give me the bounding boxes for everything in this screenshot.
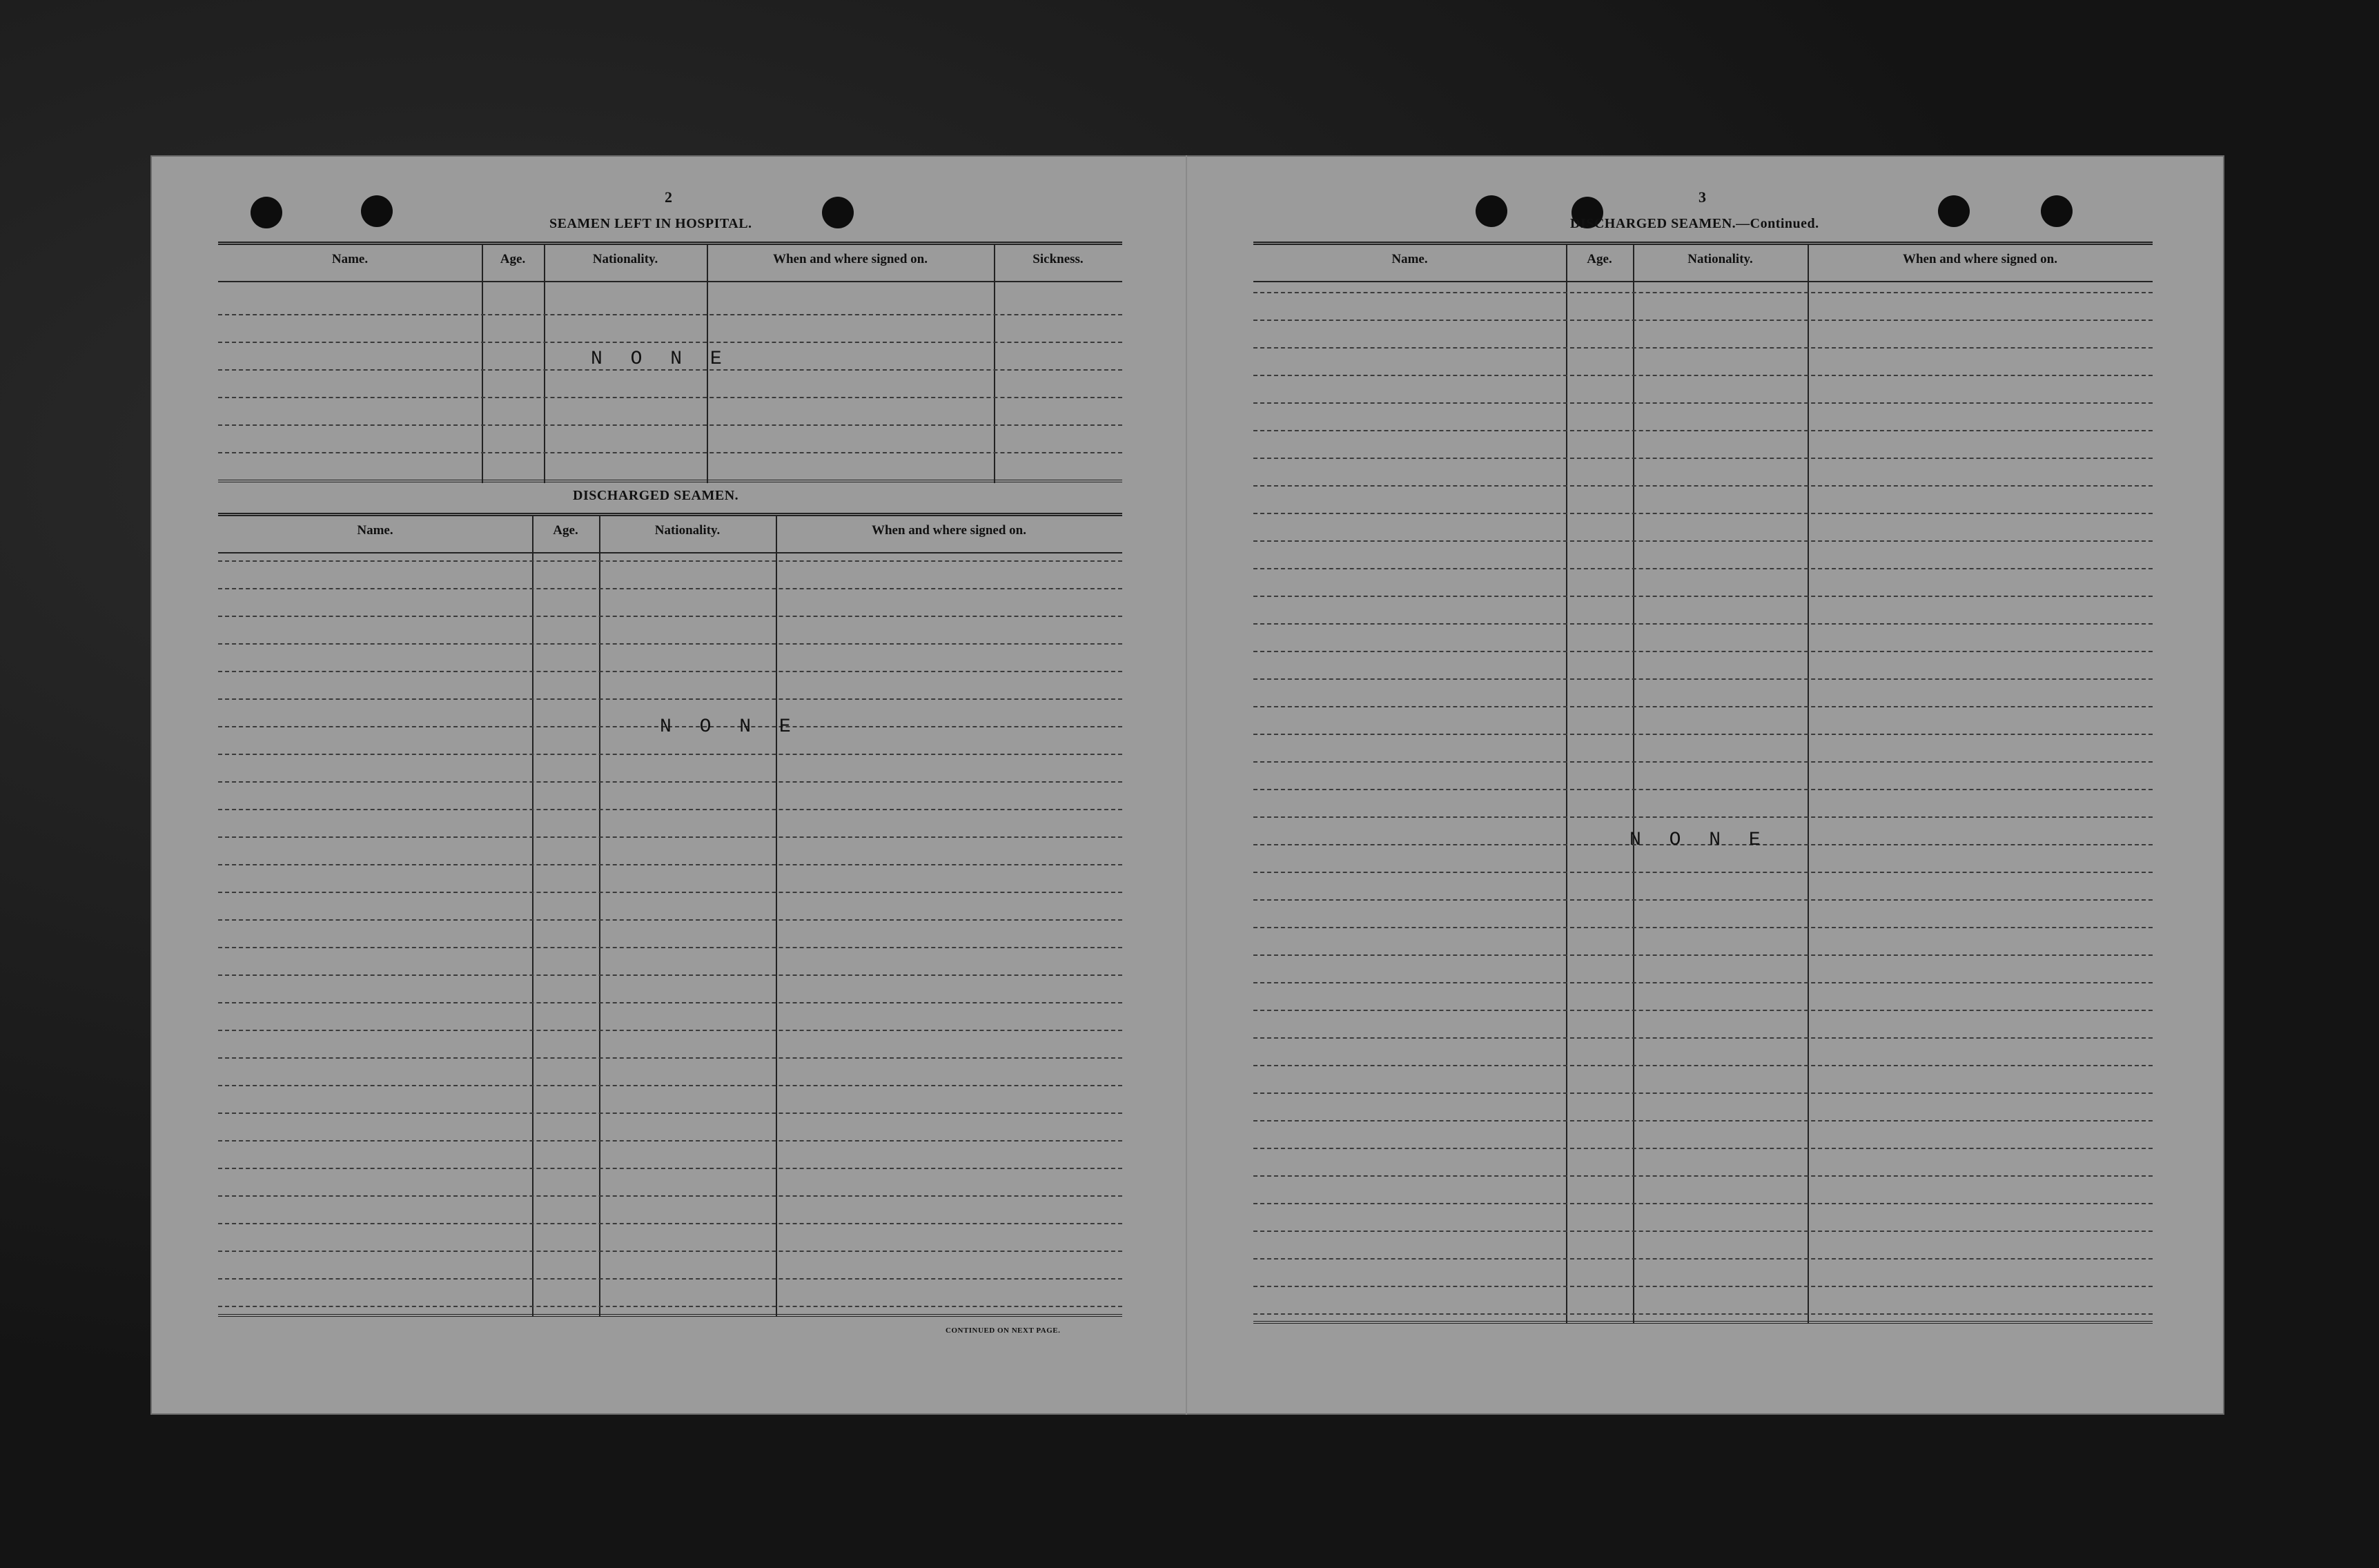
right-page — [1186, 155, 2224, 1415]
row-line — [1253, 430, 2153, 431]
row-line — [1253, 513, 2153, 514]
row-line — [218, 836, 1122, 838]
column-header-nationality: Nationality. — [592, 252, 658, 266]
discharged-table — [218, 513, 1122, 1317]
discharged-continued-table — [1253, 242, 2153, 1324]
row-line — [218, 974, 1122, 976]
column-divider — [482, 245, 483, 483]
row-line — [218, 616, 1122, 617]
row-line — [1253, 1065, 2153, 1066]
row-line — [1253, 1231, 2153, 1232]
row-line — [218, 1113, 1122, 1114]
row-line — [1253, 1037, 2153, 1039]
column-divider — [776, 516, 777, 1317]
column-header-age: Age. — [553, 523, 578, 538]
hospital-section-title: SEAMEN LEFT IN HOSPITAL. — [549, 216, 752, 231]
row-line — [218, 864, 1122, 865]
row-line — [1253, 1092, 2153, 1094]
row-line — [218, 1278, 1122, 1280]
column-header-signed-on: When and where signed on. — [772, 252, 928, 266]
column-header-age: Age. — [1587, 252, 1612, 266]
column-header-nationality: Nationality. — [1687, 252, 1753, 266]
row-line — [1253, 375, 2153, 376]
row-line — [1253, 485, 2153, 487]
row-line — [1253, 623, 2153, 625]
column-divider — [1633, 245, 1634, 1324]
column-header-name: Name. — [331, 252, 369, 266]
row-line — [1253, 1148, 2153, 1149]
row-line — [218, 1223, 1122, 1224]
row-line — [1253, 568, 2153, 569]
row-line — [1253, 596, 2153, 597]
row-line — [1253, 458, 2153, 459]
row-line — [218, 698, 1122, 700]
row-line — [218, 588, 1122, 589]
table-header — [218, 245, 1122, 282]
column-divider — [1808, 245, 1809, 1324]
discharged-none-entry: N O N E — [660, 716, 799, 738]
row-line — [1253, 734, 2153, 735]
column-divider — [994, 245, 995, 483]
row-line — [218, 754, 1122, 755]
punch-hole — [361, 195, 393, 227]
row-line — [218, 781, 1122, 783]
row-line — [1253, 651, 2153, 652]
punch-hole — [1476, 195, 1507, 227]
row-line — [1253, 1286, 2153, 1287]
row-line — [1253, 1010, 2153, 1011]
row-line — [218, 1002, 1122, 1003]
section-divider — [218, 480, 1122, 482]
row-line — [218, 1168, 1122, 1169]
row-line — [218, 342, 1122, 343]
row-line — [1253, 678, 2153, 680]
row-line — [1253, 1175, 2153, 1177]
row-line — [218, 314, 1122, 315]
row-line — [1253, 1313, 2153, 1315]
discharged-continued-title: DISCHARGED SEAMEN.—Continued. — [1570, 216, 1819, 231]
table-header — [1253, 245, 2153, 282]
row-line — [1253, 292, 2153, 293]
page-number: 2 — [665, 188, 672, 206]
row-line — [218, 671, 1122, 672]
row-line — [1253, 761, 2153, 763]
page-number: 3 — [1698, 188, 1706, 206]
column-divider — [532, 516, 533, 1317]
row-line — [218, 1306, 1122, 1307]
punch-hole — [822, 197, 854, 228]
continued-footer: CONTINUED ON NEXT PAGE. — [946, 1326, 1061, 1335]
row-line — [1253, 1203, 2153, 1204]
column-header-name: Name. — [1391, 252, 1428, 266]
row-line — [1253, 816, 2153, 818]
row-line — [218, 452, 1122, 453]
column-header-age: Age. — [500, 252, 526, 266]
row-line — [1253, 1120, 2153, 1121]
row-line — [218, 947, 1122, 948]
row-line — [1253, 954, 2153, 956]
column-divider — [544, 245, 545, 483]
column-header-signed-on: When and where signed on. — [1902, 252, 2057, 266]
punch-hole — [1938, 195, 1970, 227]
row-line — [1253, 899, 2153, 901]
row-line — [1253, 540, 2153, 542]
hospital-none-entry: N O N E — [591, 349, 730, 370]
row-line — [218, 397, 1122, 398]
row-line — [218, 1085, 1122, 1086]
row-line — [1253, 706, 2153, 707]
row-line — [218, 1251, 1122, 1252]
row-line — [1253, 1258, 2153, 1260]
document-sheet — [150, 155, 2224, 1415]
punch-hole — [251, 197, 282, 228]
row-line — [1253, 927, 2153, 928]
row-line — [218, 643, 1122, 645]
row-line — [1253, 982, 2153, 983]
table-header — [218, 516, 1122, 553]
column-header-nationality: Nationality. — [654, 523, 721, 538]
row-line — [1253, 347, 2153, 349]
row-line — [218, 919, 1122, 921]
row-line — [218, 1057, 1122, 1059]
row-line — [218, 892, 1122, 893]
discharged-continued-none-entry: N O N E — [1629, 830, 1769, 851]
row-line — [1253, 789, 2153, 790]
column-divider — [599, 516, 600, 1317]
column-header-signed-on: When and where signed on. — [871, 523, 1026, 538]
column-header-name: Name. — [357, 523, 393, 538]
row-line — [218, 1195, 1122, 1197]
left-page — [150, 155, 1186, 1415]
row-line — [1253, 402, 2153, 404]
punch-hole — [2041, 195, 2073, 227]
row-line — [218, 424, 1122, 426]
column-divider — [1566, 245, 1567, 1324]
column-header-sickness: Sickness. — [1032, 252, 1084, 266]
row-line — [218, 1140, 1122, 1141]
row-line — [1253, 320, 2153, 321]
table-bottom-border — [218, 1314, 1122, 1317]
row-line — [218, 560, 1122, 562]
row-line — [1253, 872, 2153, 873]
row-line — [218, 1030, 1122, 1031]
table-bottom-border — [1253, 1321, 2153, 1324]
discharged-section-title: DISCHARGED SEAMEN. — [573, 488, 739, 503]
row-line — [218, 809, 1122, 810]
